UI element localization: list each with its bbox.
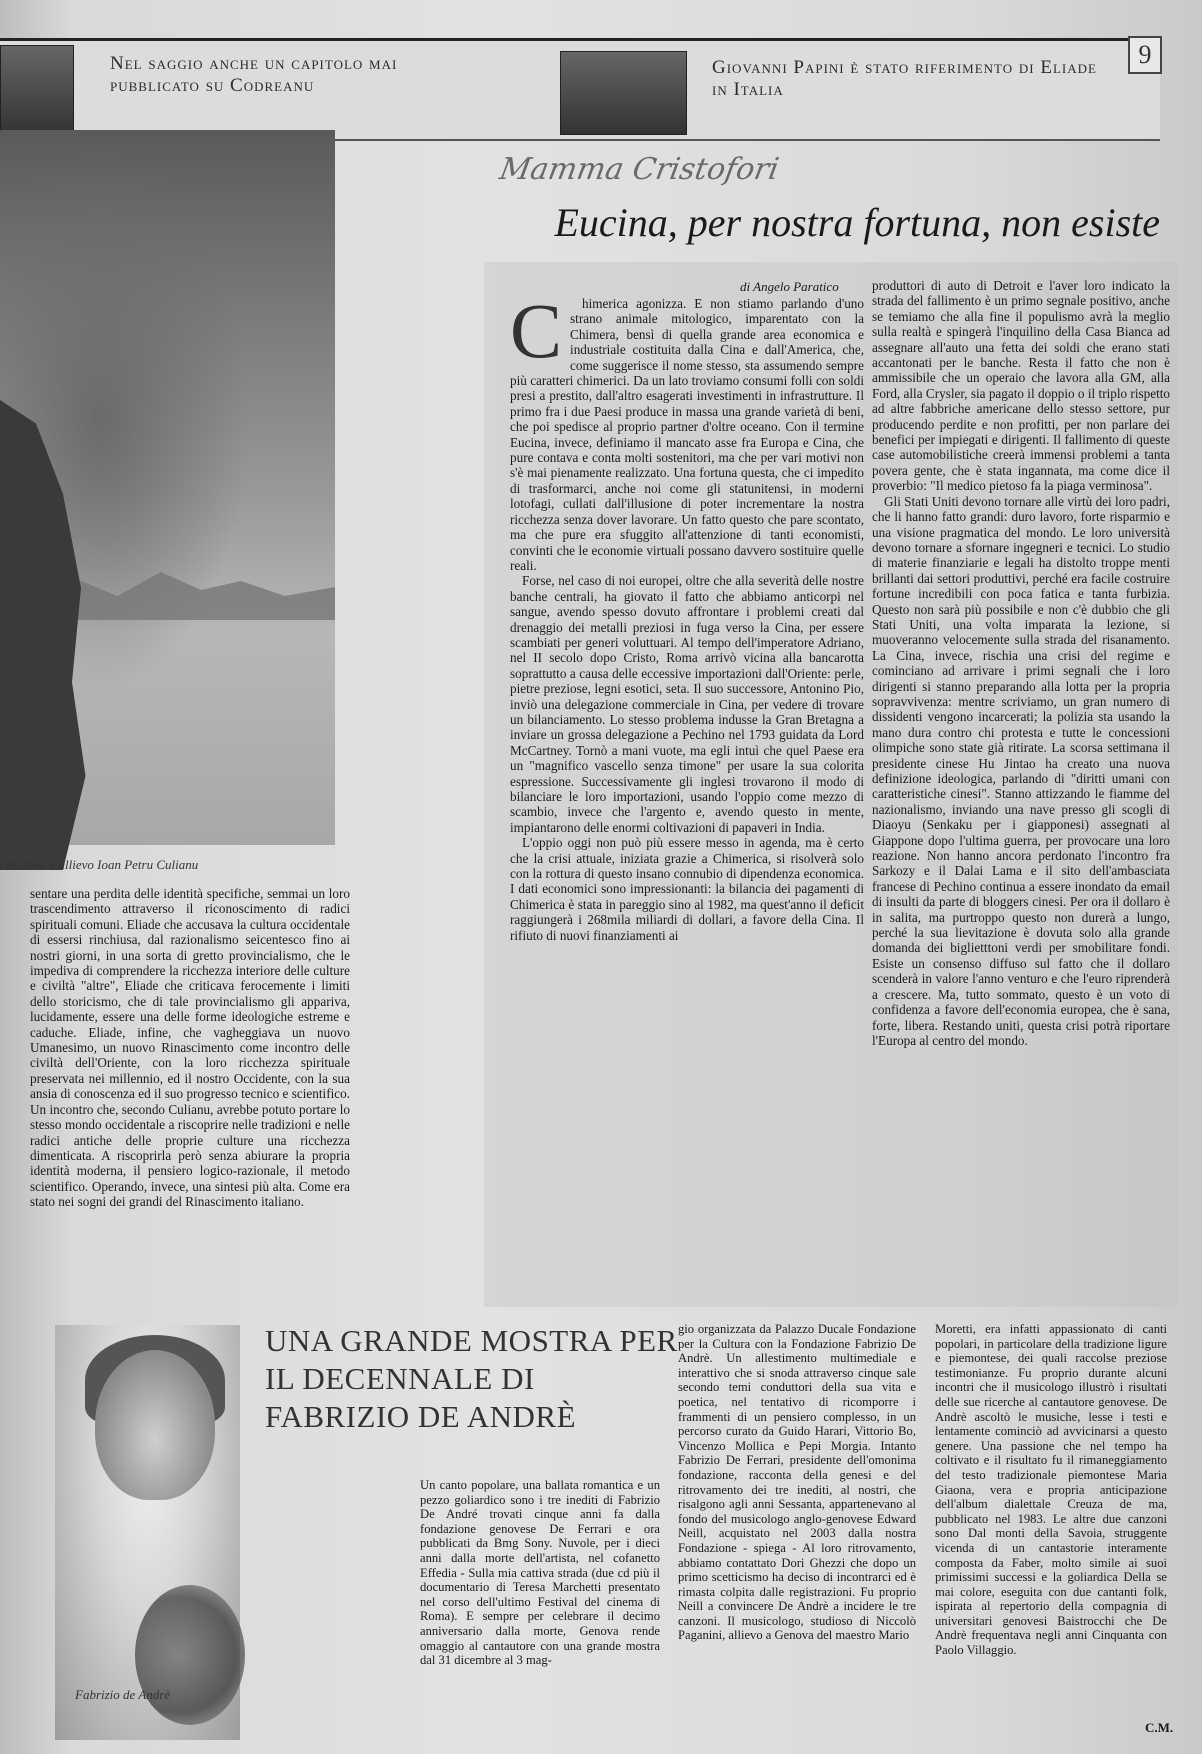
mostra-col3 [935, 1322, 1167, 1718]
fabrizio-photo-caption: Fabrizio de Andrè [75, 1687, 171, 1702]
mostra-paragraph-3: Moretti, era infatti appassionato di canti popolari, in particolare della tradizione ligure e piemontese, dei quali raccolse preziose testimonianze. Fu proprio durante alcuni incontri che il musicologo illustrò i risultati delle sue ricerche al cantautore genovese. De Andrè ascoltò le musiche, lesse i testi e lentamente cominciò ad avvicinarsi a questo genere. Una passione che nel tempo ha coltivato e il risultato fu il rimaneggiamento del testo tradizionale piemontese Maria Giaona, vera e propria anticipazione dell'album dialettale Creuza de ma, pubblicato nel 1983. Le altre due canzoni sono Dal monti della Savoia, struggente vicenda di un cantastorie interamente composta da Faber, molto simile ai suoi primissimi successi e la goliardica Della se mai colore, eseguita con due cantanti folk, ispirata al repertorio della compagnia di universitari genovesi Baistrocchi che De Andrè frequentava negli anni Cinquanta con Paolo Villaggio. [935, 1322, 1167, 1658]
header-photo-right [560, 51, 687, 135]
photo-face-shape [95, 1350, 215, 1500]
main-article-headline: Eucina, per nostra fortuna, non esiste [554, 200, 1160, 245]
fabrizio-photo [55, 1325, 240, 1740]
header-bar [0, 38, 1160, 141]
header-left-text: Nel saggio anche un capitolo mai pubblicato su Codreanu [110, 53, 398, 96]
drop-cap: C [510, 296, 563, 374]
main-article-kicker: Mamma Cristofori [496, 152, 782, 187]
mostra-paragraph-2: gio organizzata da Palazzo Ducale Fondazione per la Cultura con la Fondazione Fabrizio De Andrè. Un allestimento multimediale e interattivo che si snoda attraverso cinque sale secondo temi conduttori della sua vita e poetica, nel tentativo di ricomporre i frammenti di un pensiero complesso, in un percorso curato da Guido Harari, Vittorio Bo, Vincenzo Mollica e Pepi Morgia. Intanto Fabrizio De Ferrari, presidente dell'omonima fondazione, racconta della genesi e del ritrovamento dei tre inediti, al nostri, che risalgono agli anni Sessanta, appartenevano al fondo del musicologo anglo-genovese Edward Neill, acquistato nel 2003 dalla nostra Fondazione - spiega - Al loro ritrovamento, abbiamo contattato Dori Ghezzi che dopo un primo scetticismo ha deciso di incontrarci ed è rimasta colpita dalle registrazioni. Fu proprio Neill a convincere De Andrè a incidere le tre canzoni. Il musicologo, studioso di Niccolò Paganini, allievo a Genova del maestro Mario [678, 1322, 916, 1643]
mostra-signature: C.M. [1145, 1720, 1174, 1735]
left-article-text [30, 886, 350, 1294]
main-paragraph-2: Forse, nel caso di noi europei, oltre che alla severità delle nostre banche centrali, ha giovato il fatto che abbiamo anticorpi nel sangue, avendo spesso dovuto affrontare i problemi creati dal drenaggio dei metalli preziosi in fuga verso la Cina, per essere scambiati per generi voluttuari. Al tempo dell'imperatore Adriano, nel II secolo dopo Cristo, Roma arrivò vicina alla bancarotta soprattutto a causa delle eccessive importazioni dall'Oriente: perle, pietre preziose, legni esotici, seta. Il suo successore, Antonino Pio, inviò una delegazione commerciale in Cina, per vedere di trovare un bilanciamento. Lo stesso problema indusse la Gran Bretagna a inviare un grossa delegazione a Pechino nel 1793 guidata da Lord McCartney. Tornò a mani vuote, ma egli intuì che quel Paese era un "magnifico vascello senza timone" per usare la sua colorita espressione. Successivamente gli inglesi trovarono il modo di bilanciare le loro importazioni, usando l'oppio come mezzo di scambio, invece che l'argento e, avendo questo in mente, impiantarono delle enormi coltivazioni di papaveri in India. [510, 573, 864, 835]
page-number: 9 [1128, 36, 1162, 74]
main-paragraph-5: Gli Stati Uniti devono tornare alle virtù dei loro padri, che li hanno fatto grandi: duro lavoro, forte risparmio e una visione pragmatica del mondo. Le loro università devono tornare a sfornare ingegneri e tecnici. Lo studio di materie finanziarie e legali ha distolto troppe menti brillanti dai settori produttivi, perché era facile costruire fortune incredibili con poca fatica e tanta furbizia. Questo non sarà più possibile e non c'è dubbio che gli Stati Uniti, una volta imparata la lezione, si muoveranno velocemente sulla strada del risanamento. La Cina, invece, rischia una crisi del regime e cominciano ad arrivare i primi segnali che i loro dirigenti si stanno preparando alla lotta per la propria sopravvivenza: mentre scriviamo, un gran numero di dissidenti vengono incarcerati; la polizia sta usando la mano dura contro chi protesta e tutte le concessioni olimpiche sono state già ritirate. La scorsa settimana il presidente cinese Hu Jintao ha creato una nuova definizione ideologica, parlando di "diritti umani con caratteristiche cinesi". Stanno attizzando le fiamme del nazionalismo, inviando una nave presso gli scogli di Diaoyu (Senkaku per i giapponesi) assegnati al Giappone dopo l'ultima guerra, per provocare una loro reazione. Non hanno ancora perdonato l'incontro fra Sarkozy e il Dalai Lama e il sito dell'ambasciata francese di Pechino continua a essere inondato da email di insulti da parte di bloggers cinesi. Per ora il dollaro è in salita, ma purtroppo questo non durerà a lungo, perché la sua lievitazione è dovuta solo alla grande domanda dei biglietttoni verdi per smobilitare fondi. Esiste un consenso diffuso sul fatto che il dollaro scenderà in valore l'anno venturo e che l'euro riprenderà a crescere. Ma, tutto sommato, questo è un voto di confidenza a favore dell'economia europea, che è sana, forte, libera. Restando uniti, questa crisi potrà riportare l'Europa al centro del mondo. [872, 493, 1170, 1048]
main-article-col2 [872, 278, 1170, 1302]
mostra-col2 [678, 1322, 916, 1746]
main-paragraph-1: himerica agonizza. E non stiamo parlando d'uno strano animale mitologico, imparentato con la Chimera, bensì di quella grande area economica e industriale costituita dalla Cina e dall'America, che, come suggerisce il nome stesso, sta assumendo sempre più caratteri chimerici. Da un lato troviamo consumi folli con soldi presi a prestito, dall'altro esagerati investimenti in infrastrutture. Il primo fra i due Paesi produce in massa una grande varietà di beni, che poi spedisce al proprio partner d'oltre oceano. Con il termine Eucina, invece, definiamo il mancato asse fra Europa e Cina, che pure contava e conta molti sostenitori, ma che per vari motivi non s'è mai pienamente realizzato. Una fortuna questa, che ci impedito di trasformarci, anche noi come gli statunitensi, in moderni lotofagi, cullati dall'illusione di poter incrementare la nostra ricchezza senza dover lavorare. Un fatto questo che pare scontato, ma che pure era sfuggito all'attenzione di tanti economisti, convinti che le economie virtuali possano davvero sostituire quelle reali. [510, 296, 864, 573]
mostra-col1 [420, 1478, 660, 1746]
main-paragraph-4: produttori di auto di Detroit e l'aver loro indicato la strada del fallimento è un primo segnale positivo, anche se temiamo che alla fine il populismo avrà la meglio sulla realtà e spingerà l'inquilino della Casa Bianca ad assegnare all'auto una fetta dei soldi che erano stati accantonati per le banche. Resta il fatto che non è ammissibile che un operaio che lavora alla GM, alla Ford, alla Crysler, sia pagato il doppio o il triplo rispetto ad altre fabbriche americane dello stesso settore, pur producendo perdite e non profitti, per non parlare dei benefici per impiegati e dirigenti. Il fallimento di queste case automobilistiche creerà immensi problemi a tanta povera gente, che è stata ingannata, ma come dice il proverbio: "Il medico pietoso fa la piaga verminosa". [872, 278, 1170, 494]
mostra-headline: UNA GRANDE MOSTRA PER IL DECENNALE DI FABRIZIO DE ANDRÈ [265, 1323, 678, 1434]
desert-photo [0, 130, 335, 845]
main-paragraph-3: L'oppio oggi non può più essere messo in agenda, ma è certo che la crisi attuale, iniziata grazie a Chimerica, si risolverà solo con la rottura di questo insano connubio di dipendenza economica. I dati economici sono impressionanti: la bilancia dei pagamenti di Chimerica è stata in pareggio sino al 1982, ma quest'anno il deficit raggiungerà i 268mila miliardi di dollari, a favore della Cina. Il rifiuto di nuovi finanziamenti ai [510, 835, 864, 943]
main-article-byline: di Angelo Paratico [740, 279, 839, 294]
header-photo-left [0, 45, 74, 135]
mostra-paragraph-1: Un canto popolare, una ballata romantica e un pezzo goliardico sono i tre inediti di Fabrizio De André trovati cinque anni fa dalla fondazione genovese De Ferrari e ora pubblicati da Bmg Sony. Nuvole, per i dieci anni dalla morte dell'artista, nel cofanetto Effedia - Sulla mia cattiva strada (due cd più il documentario di Teresa Marchetti presentato nel corso dell'ultimo Festival del cinema di Roma). E sempre per celebrare il decimo anniversario dalla morte, Genova rende omaggio al cantautore con una grande mostra dal 31 dicembre al 3 mag- [420, 1478, 660, 1668]
left-article-paragraph: sentare una perdita delle identità specifiche, semmai un loro trascendimento attraverso il riconoscimento di radici spirituali comuni. Eliade che accusava la cultura occidentale di essersi rinchiusa, dal razionalismo seicentesco fino ai nostri giorni, in una sorta di gretto provincialismo, che le impediva di comprendere la ricchezza interiore delle culture e civiltà "altre", Eliade che criticava ferocemente i limiti dello storicismo, che di tale provincialismo gli appariva, lucidamente, essere una delle forme ideologiche estreme e caduche. Eliade, infine, che vagheggiava un nuovo Umanesimo, un nuovo Rinascimento come incontro delle civiltà dell'Oriente, con la loro ricchezza spirituale preservata nei millennio, ed il nostro Occidente, con la sua ansia di conoscenza ed il suo progresso tecnico e scientifico. Un incontro che, secondo Culianu, avrebbe potuto portare lo stesso mondo occidentale a riscoprire nelle tradizioni e nelle radici antiche delle proprie culture una ricchezza dimenticata. A riscoprirla però senza abiurare la propria identità moderna, il pensiero logico-razionale, il metodo scientifico. Operando, invece, una sintesi più alta. Come era stato nei sogni dei grandi del Rinascimento italiano. [30, 886, 350, 1210]
desert-photo-caption: cittadino e allievo Ioan Petru Culianu [0, 857, 199, 872]
main-article-col1 [510, 296, 864, 1302]
guitar-shape [135, 1585, 245, 1725]
figure-silhouette [0, 400, 90, 870]
header-right-text: Giovanni Papini è stato riferimento di Eliade in Italia [712, 57, 1097, 100]
